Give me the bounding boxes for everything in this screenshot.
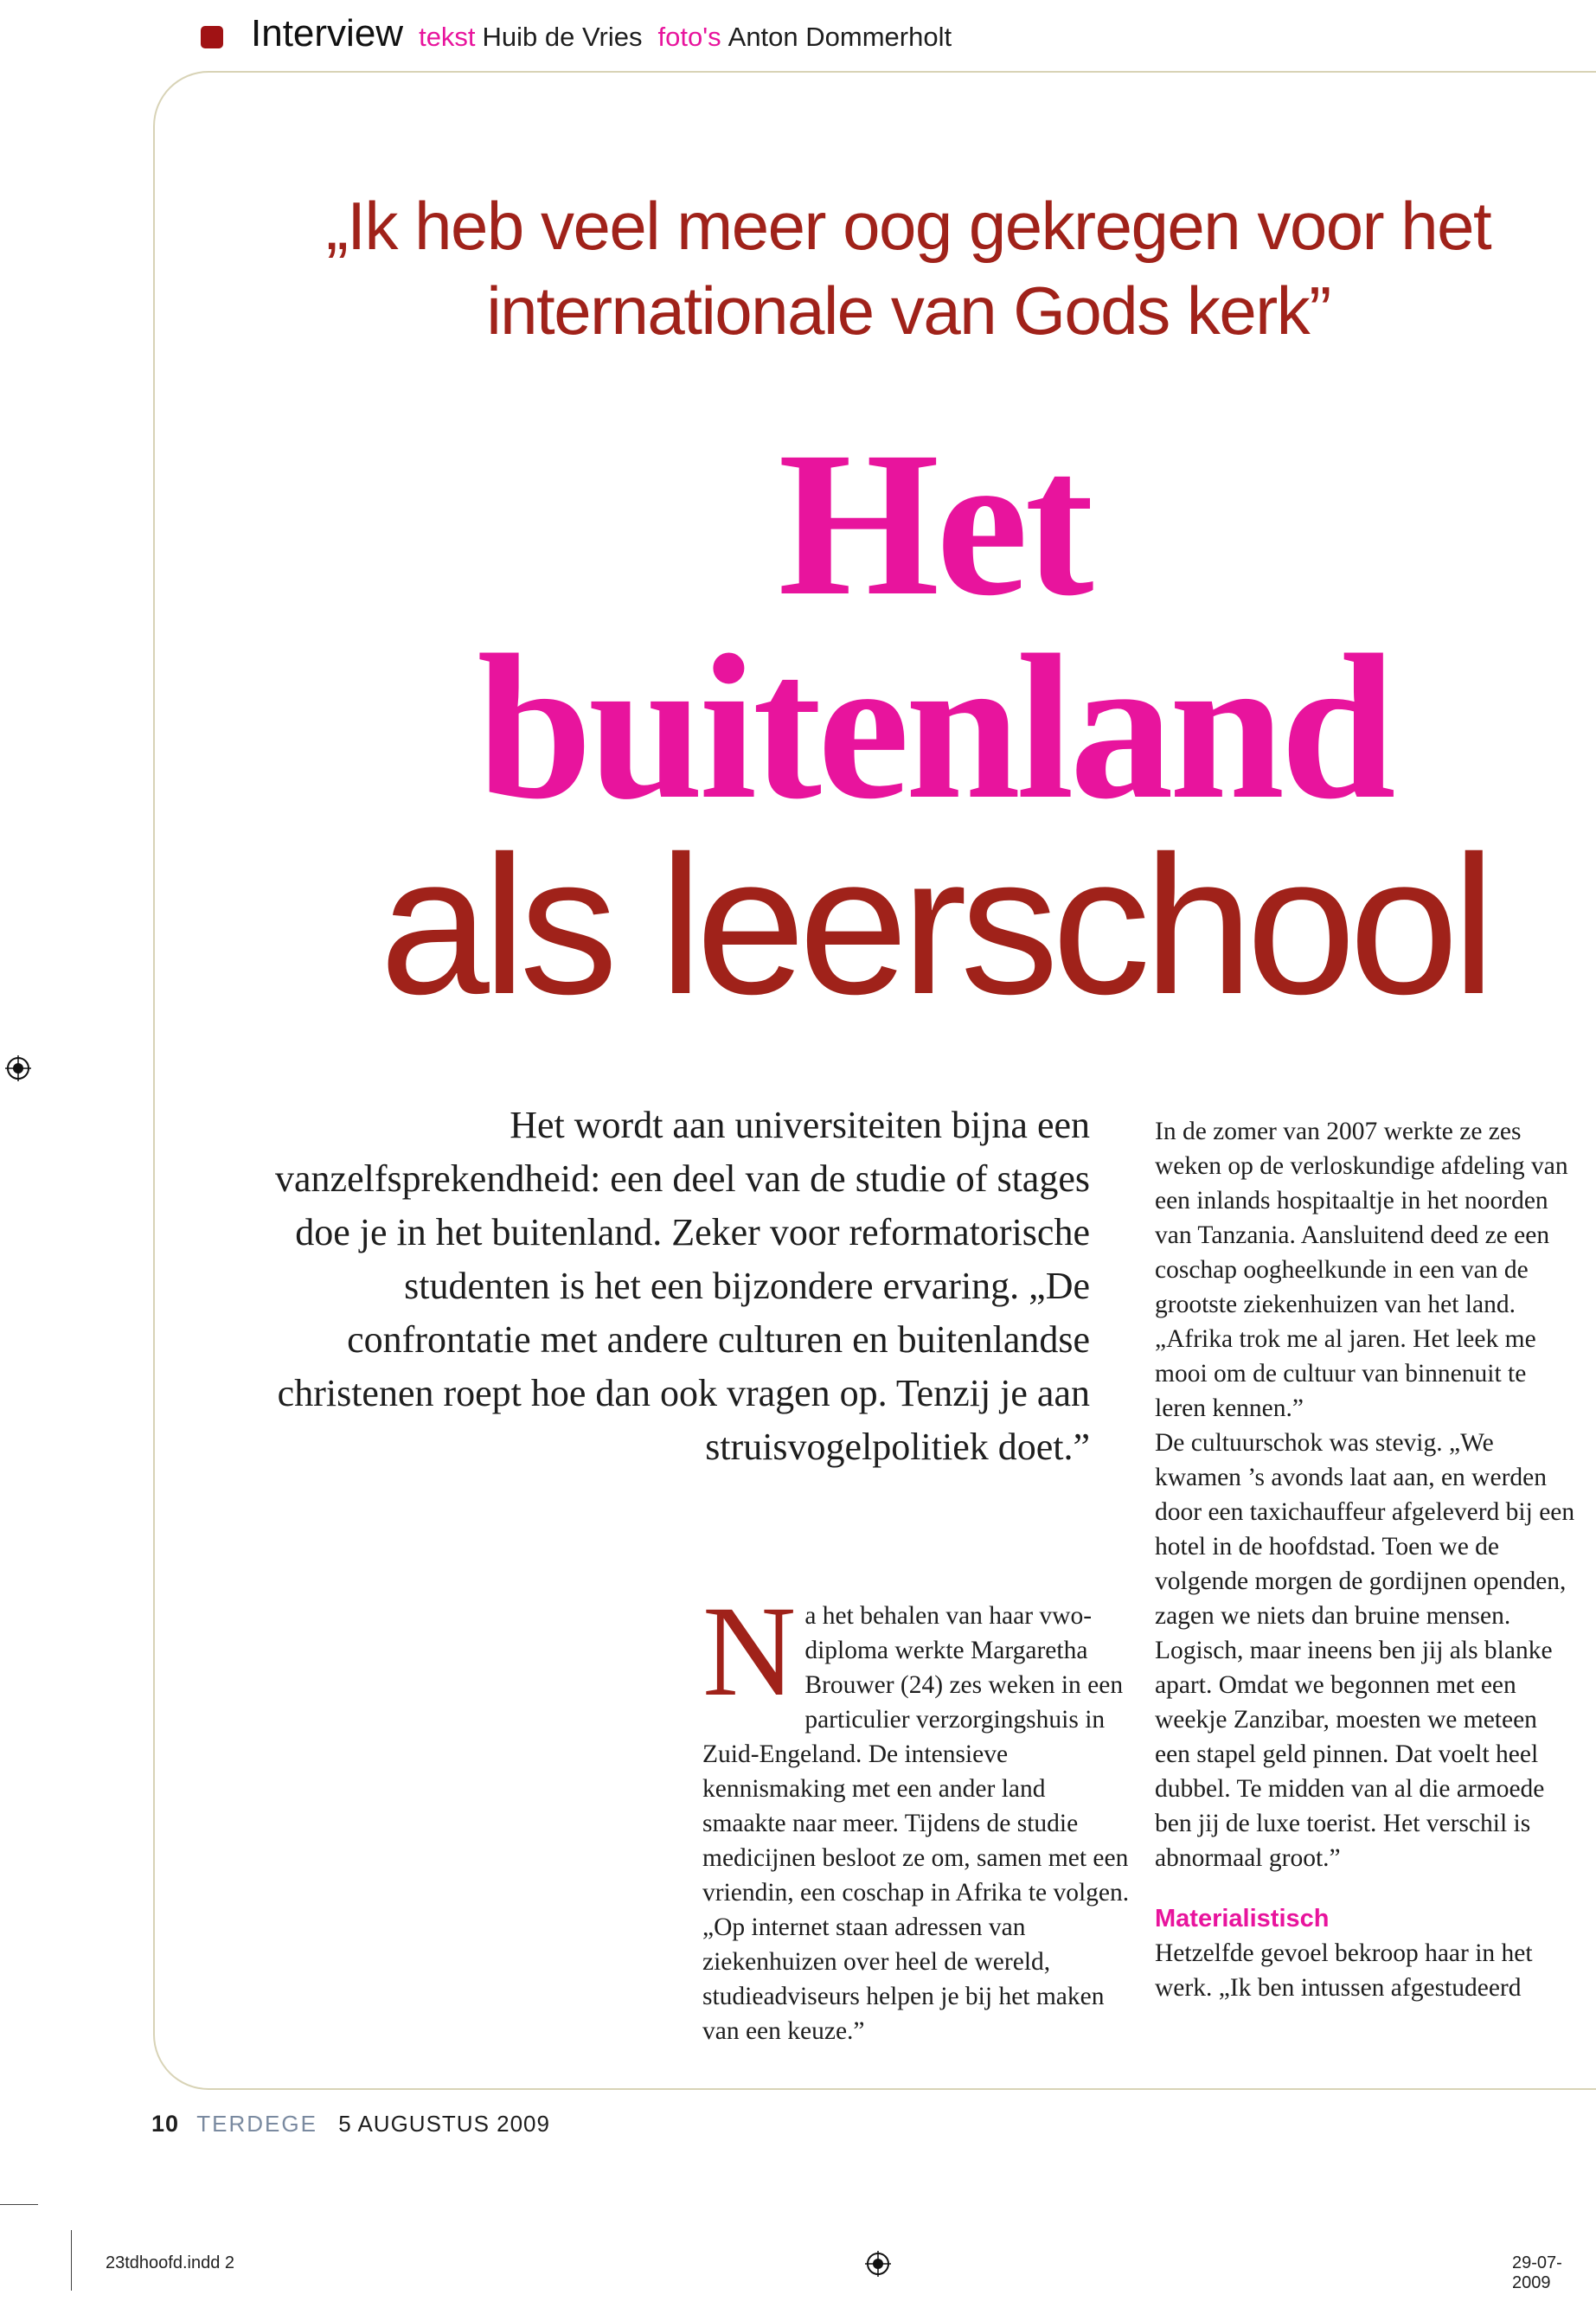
text-credit-label: tekst bbox=[419, 22, 476, 52]
body-column-1 bbox=[702, 1580, 1135, 2048]
subheading: Materialistisch bbox=[1155, 1905, 1330, 1932]
body-paragraph-1: a het behalen van haar vwo-diploma werkte Margaretha Brouwer (24) zes weken in een particulier verzorgingshuis in Zuid-Engeland. De intensieve kennismaking met een ander land smaakte naar meer. Tijdens de studie medicijnen besloot ze om, samen met een vriendin, een coschap in Afrika te volgen. „Op internet staan adressen van ziekenhuizen over heel de wereld, studieadviseurs helpen je bij het maken van een keuze.” bbox=[702, 1602, 1130, 2045]
intro-paragraph: Het wordt aan universiteiten bijna een vanzelfsprekendheid: een deel van de studie of stages doe je in het buitenland. Zeker voor reformatorische studenten is het een bijzondere ervaring. „De confrontatie met andere culturen en buitenlandse christenen roept hoe dan ook vragen op. Tenzij je aan struisvogelpolitiek doet.” bbox=[275, 1104, 1090, 1468]
issue-date: 5 AUGUSTUS 2009 bbox=[338, 2111, 550, 2137]
body-paragraph-3: De cultuurschok was stevig. „We kwamen ’s avonds laat aan, en werden door een taxichauffeur afgeleverd bij een hotel in de hoofdstad. Toen we de volgende morgen de gordijnen openden, zagen we niets dan bruine mensen. Logisch, maar ineens ben jij als blanke apart. Omdat we begonnen met een weekje Zanzibar, moesten we meteen een stapel geld pinnen. Dat voelt heel dubbel. Te midden van al die armoede ben jij de luxe toerist. Het verschil is abnormaal groot.” bbox=[1155, 1429, 1575, 1872]
body-column-2 bbox=[1155, 1114, 1579, 2005]
pull-quote-line-2: internationale van Gods kerk” bbox=[486, 272, 1330, 349]
section-label: Interview bbox=[251, 12, 404, 54]
slug-date: 29-07-2009 bbox=[1512, 2253, 1562, 2292]
page-number: 10 bbox=[151, 2111, 180, 2137]
crop-mark bbox=[71, 2230, 72, 2291]
square-bullet-icon bbox=[201, 26, 223, 48]
running-header bbox=[201, 12, 952, 64]
crop-mark bbox=[0, 2204, 38, 2205]
photographer-name: Anton Dommerholt bbox=[727, 22, 952, 52]
headline-line-2: buitenland bbox=[477, 612, 1392, 842]
registration-mark-icon bbox=[5, 1055, 31, 1081]
pull-quote bbox=[285, 183, 1531, 353]
body-paragraph-2: In de zomer van 2007 werkte ze zes weken op de verloskundige afdeling van een inlands hospitaaltje in het noorden van Tanzania. Aansluitend deed ze een coschap oogheelkunde in een van de grootste ziekenhuizen van het land. „Afrika trok me al jaren. Het leek me mooi om de cultuur van binnenuit te leren kennen.” bbox=[1155, 1118, 1568, 1422]
author-name: Huib de Vries bbox=[482, 22, 643, 52]
headline-line-3: als leerschool bbox=[379, 816, 1490, 1035]
headline-line-1: Het bbox=[778, 408, 1091, 638]
body-paragraph-4: Hetzelfde gevoel bekroop haar in het werk. „Ik ben intussen afgestudeerd bbox=[1155, 1939, 1533, 2002]
photo-credit-label: foto's bbox=[657, 22, 721, 52]
slug-filename: 23tdhoofd.indd 2 bbox=[106, 2253, 235, 2272]
drop-cap: N bbox=[702, 1580, 797, 1723]
registration-mark-icon bbox=[865, 2251, 891, 2277]
page-folio bbox=[151, 2111, 550, 2138]
magazine-name: TERDEGE bbox=[196, 2111, 317, 2137]
pull-quote-line-1: „Ik heb veel meer oog gekregen voor het bbox=[325, 188, 1491, 264]
